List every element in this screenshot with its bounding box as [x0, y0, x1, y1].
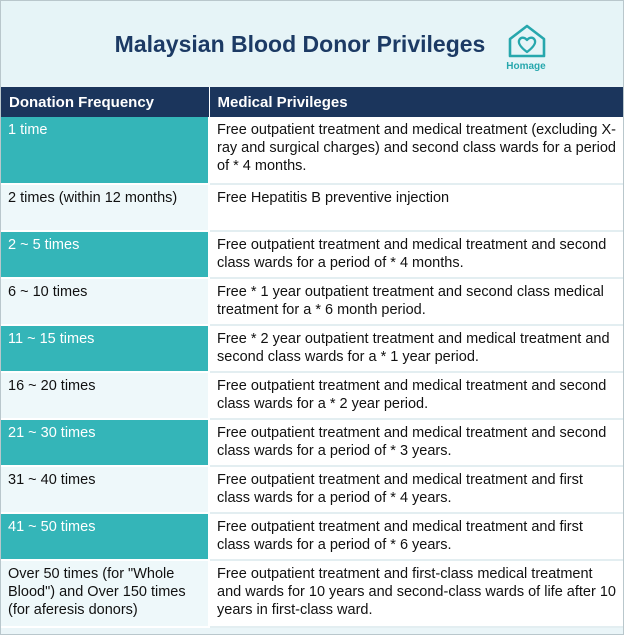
table-row	[1, 560, 623, 627]
privilege-cell: Free outpatient treatment and first-class medical treatment and wards for 10 years and second-class wards of life after 10 years in first-class ward.	[209, 560, 623, 627]
homage-logo	[504, 23, 550, 72]
frequency-cell: Over 50 times (for "Whole Blood") and Over 150 times (for aferesis donors)	[1, 560, 209, 627]
header	[1, 1, 623, 85]
privilege-cell: Free outpatient treatment and medical treatment and second class wards for a period of * 3 years.	[209, 419, 623, 466]
table-row	[1, 117, 623, 184]
logo-text: Homage	[506, 61, 546, 72]
frequency-cell: 2 times (within 12 months)	[1, 184, 209, 231]
column-header-frequency: Donation Frequency	[1, 87, 209, 117]
privilege-cell: Free * 1 year outpatient treatment and second class medical treatment for a * 6 month period.	[209, 278, 623, 325]
table-row	[1, 184, 623, 231]
privilege-cell: Free * 2 year outpatient treatment and medical treatment and second class wards for a * 1 year period.	[209, 325, 623, 372]
table-header-row	[1, 87, 623, 117]
column-header-privileges: Medical Privileges	[209, 87, 623, 117]
heart-house-icon	[506, 23, 548, 59]
frequency-cell: 1 time	[1, 117, 209, 184]
table-row	[1, 466, 623, 513]
frequency-cell: 41 ~ 50 times	[1, 513, 209, 560]
privilege-cell: Free outpatient treatment and medical treatment and first class wards for a period of * 4 years.	[209, 466, 623, 513]
frequency-cell: 31 ~ 40 times	[1, 466, 209, 513]
privilege-cell: Free outpatient treatment and medical treatment and second class wards for a * 2 year period.	[209, 372, 623, 419]
privilege-cell: Free outpatient treatment and medical treatment and first class wards for a period of * 6 years.	[209, 513, 623, 560]
privileges-table	[1, 87, 623, 628]
frequency-cell: 6 ~ 10 times	[1, 278, 209, 325]
frequency-cell: 16 ~ 20 times	[1, 372, 209, 419]
privilege-cell: Free Hepatitis B preventive injection	[209, 184, 623, 231]
privilege-cell: Free outpatient treatment and medical treatment and second class wards for a period of * 4 months.	[209, 231, 623, 278]
table-row	[1, 513, 623, 560]
frequency-cell: 2 ~ 5 times	[1, 231, 209, 278]
frequency-cell: 21 ~ 30 times	[1, 419, 209, 466]
table-row	[1, 231, 623, 278]
privilege-cell: Free outpatient treatment and medical treatment (excluding X-ray and surgical charges) and second class wards for a period of * 4 months.	[209, 117, 623, 184]
page-title: Malaysian Blood Donor Privileges	[114, 31, 486, 57]
table-row	[1, 372, 623, 419]
table-row	[1, 419, 623, 466]
frequency-cell: 11 ~ 15 times	[1, 325, 209, 372]
table-row	[1, 325, 623, 372]
table-row	[1, 278, 623, 325]
